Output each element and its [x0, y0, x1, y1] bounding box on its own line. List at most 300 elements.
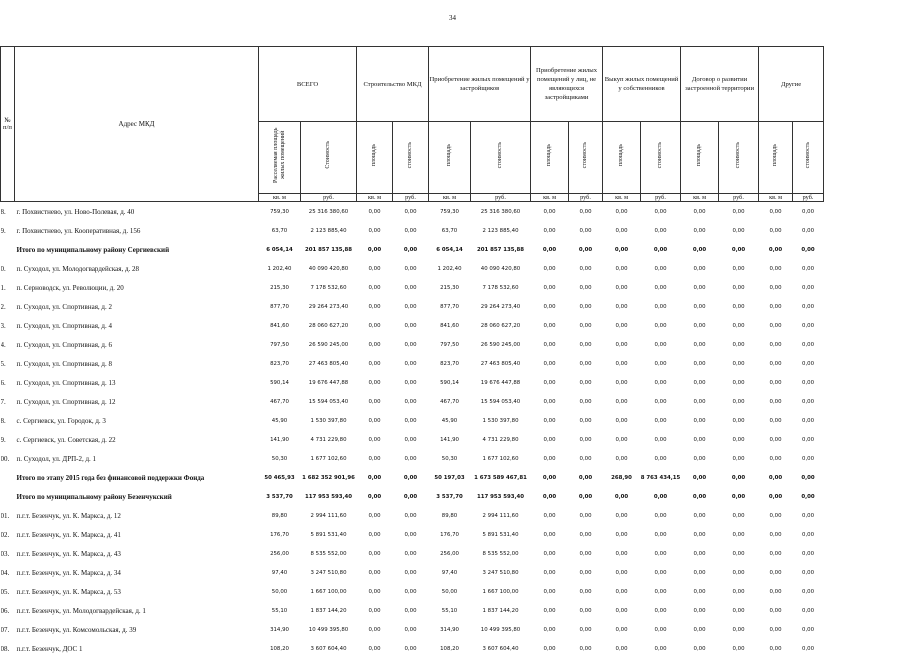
row-address: Итого по муниципальному району Сергиевский	[15, 240, 259, 259]
table-header	[1, 47, 824, 202]
table-row	[1, 221, 824, 240]
row-address: п.г.т. Безенчук, ул. Молодогвардейская, д. 1	[15, 601, 259, 620]
row-value: 28 060 627,20	[471, 316, 531, 335]
row-value: 0,00	[759, 430, 793, 449]
row-number: 04.	[1, 563, 15, 582]
row-value: 0,00	[681, 373, 719, 392]
row-value: 0,00	[393, 392, 429, 411]
column-group-header: Выкуп жилых помещений у собственников	[603, 47, 681, 122]
row-address: п. Суходол, ул. Спортивная, д. 4	[15, 316, 259, 335]
row-value: 7 178 532,60	[301, 278, 357, 297]
row-value: 19 676 447,88	[301, 373, 357, 392]
row-value: 590,14	[259, 373, 301, 392]
row-number: 05.	[1, 582, 15, 601]
row-value: 2 994 111,60	[471, 506, 531, 525]
row-value: 0,00	[393, 487, 429, 506]
column-subheader	[301, 122, 357, 194]
column-header-number: № п/п	[1, 47, 15, 202]
row-value: 0,00	[357, 335, 393, 354]
unit-label: кв. м	[429, 194, 471, 202]
row-address: п. Суходол, ул. Молодогвардейская, д. 28	[15, 259, 259, 278]
row-value: 0,00	[357, 221, 393, 240]
row-value: 0,00	[531, 221, 569, 240]
table-row	[1, 506, 824, 525]
row-value: 0,00	[603, 620, 641, 639]
row-value: 0,00	[603, 525, 641, 544]
row-value: 0,00	[569, 297, 603, 316]
total-row	[1, 468, 824, 487]
unit-label: руб.	[393, 194, 429, 202]
row-value: 0,00	[569, 620, 603, 639]
row-value: 256,00	[259, 544, 301, 563]
row-value: 0,00	[759, 202, 793, 222]
row-value: 0,00	[531, 354, 569, 373]
table-row	[1, 639, 824, 658]
row-value: 1 837 144,20	[471, 601, 531, 620]
row-value: 0,00	[603, 392, 641, 411]
row-value: 0,00	[719, 487, 759, 506]
row-value: 0,00	[719, 202, 759, 222]
row-value: 0,00	[569, 487, 603, 506]
row-value: 0,00	[603, 449, 641, 468]
row-value: 797,50	[429, 335, 471, 354]
row-value: 0,00	[793, 297, 824, 316]
row-value: 0,00	[681, 506, 719, 525]
row-value: 0,00	[531, 468, 569, 487]
row-value: 55,10	[429, 601, 471, 620]
row-value: 877,70	[259, 297, 301, 316]
row-value: 0,00	[603, 487, 641, 506]
row-value: 1 673 589 467,81	[471, 468, 531, 487]
row-value: 0,00	[719, 221, 759, 240]
row-value: 0,00	[357, 639, 393, 658]
row-value: 0,00	[719, 639, 759, 658]
row-number: 7.	[1, 392, 15, 411]
row-value: 0,00	[759, 449, 793, 468]
row-value: 314,90	[429, 620, 471, 639]
row-value: 0,00	[681, 316, 719, 335]
column-group-header: ВСЕГО	[259, 47, 357, 122]
row-value: 0,00	[641, 202, 681, 222]
column-subheader-label: Расселяемая площадь жилых помещений	[273, 122, 287, 188]
column-subheader	[641, 122, 681, 194]
row-value: 0,00	[393, 601, 429, 620]
row-value: 0,00	[759, 221, 793, 240]
row-number: 07.	[1, 620, 15, 639]
row-value: 0,00	[681, 354, 719, 373]
row-value: 29 264 273,40	[301, 297, 357, 316]
row-value: 0,00	[793, 544, 824, 563]
row-number: 9.	[1, 221, 15, 240]
row-value: 26 590 245,00	[471, 335, 531, 354]
row-address: п. Суходол, ул. ДРП-2, д. 1	[15, 449, 259, 468]
row-value: 0,00	[681, 620, 719, 639]
row-value: 0,00	[569, 639, 603, 658]
row-value: 0,00	[569, 373, 603, 392]
row-value: 0,00	[759, 601, 793, 620]
row-value: 0,00	[603, 582, 641, 601]
row-value: 2 123 885,40	[301, 221, 357, 240]
row-value: 0,00	[569, 335, 603, 354]
row-number: 9.	[1, 430, 15, 449]
row-value: 0,00	[393, 354, 429, 373]
row-value: 0,00	[719, 335, 759, 354]
row-value: 0,00	[393, 411, 429, 430]
row-value: 0,00	[531, 620, 569, 639]
row-value: 797,50	[259, 335, 301, 354]
row-value: 0,00	[793, 335, 824, 354]
row-value: 50 197,03	[429, 468, 471, 487]
row-address: п.г.т. Безенчук, ул. К. Маркса, д. 12	[15, 506, 259, 525]
row-value: 0,00	[719, 259, 759, 278]
row-value: 0,00	[641, 601, 681, 620]
row-address: Итого по этапу 2015 года без финансовой поддержки Фонда	[15, 468, 259, 487]
row-address: г. Похвистнево, ул. Ново-Полевая, д. 40	[15, 202, 259, 222]
row-value: 0,00	[681, 582, 719, 601]
row-value: 0,00	[759, 506, 793, 525]
row-number: 01.	[1, 506, 15, 525]
row-value: 0,00	[793, 430, 824, 449]
row-value: 0,00	[681, 449, 719, 468]
row-value: 0,00	[569, 202, 603, 222]
row-number	[1, 487, 15, 506]
row-value: 0,00	[681, 411, 719, 430]
row-value: 0,00	[641, 259, 681, 278]
row-value: 0,00	[641, 335, 681, 354]
row-value: 8 535 552,00	[471, 544, 531, 563]
row-value: 0,00	[681, 202, 719, 222]
row-value: 0,00	[641, 221, 681, 240]
row-value: 0,00	[569, 544, 603, 563]
row-value: 0,00	[603, 297, 641, 316]
row-value: 0,00	[531, 582, 569, 601]
row-address: п.г.т. Безенчук, ул. К. Маркса, д. 34	[15, 563, 259, 582]
row-value: 0,00	[681, 639, 719, 658]
row-value: 0,00	[531, 240, 569, 259]
row-value: 0,00	[569, 525, 603, 544]
column-subheader-label: Стоимость	[325, 141, 332, 169]
row-value: 0,00	[793, 639, 824, 658]
row-value: 0,00	[793, 468, 824, 487]
row-value: 0,00	[357, 316, 393, 335]
table-row	[1, 620, 824, 639]
row-value: 0,00	[793, 487, 824, 506]
column-subheader	[357, 122, 393, 194]
row-value: 0,00	[641, 506, 681, 525]
row-value: 108,20	[259, 639, 301, 658]
row-value: 3 247 510,80	[301, 563, 357, 582]
unit-label: руб.	[641, 194, 681, 202]
row-value: 0,00	[759, 525, 793, 544]
row-value: 141,90	[429, 430, 471, 449]
row-value: 0,00	[357, 506, 393, 525]
unit-label: кв. м	[531, 194, 569, 202]
page-number: 34	[0, 14, 905, 22]
row-value: 50,00	[429, 582, 471, 601]
row-value: 0,00	[393, 259, 429, 278]
row-value: 25 316 380,60	[301, 202, 357, 222]
resettlement-table	[0, 46, 824, 658]
row-value: 0,00	[569, 221, 603, 240]
row-address: с. Сергиевск, ул. Советская, д. 22	[15, 430, 259, 449]
row-value: 141,90	[259, 430, 301, 449]
row-value: 0,00	[393, 449, 429, 468]
row-value: 0,00	[719, 240, 759, 259]
row-value: 0,00	[641, 449, 681, 468]
row-value: 0,00	[759, 544, 793, 563]
row-value: 3 607 604,40	[471, 639, 531, 658]
row-value: 877,70	[429, 297, 471, 316]
row-value: 0,00	[531, 297, 569, 316]
row-address: п.г.т. Безенчук, ДОС 1	[15, 639, 259, 658]
row-value: 0,00	[759, 259, 793, 278]
column-subheader-label: площадь	[772, 144, 779, 166]
row-value: 0,00	[793, 259, 824, 278]
row-value: 0,00	[603, 335, 641, 354]
row-value: 0,00	[531, 449, 569, 468]
row-value: 1 682 352 901,96	[301, 468, 357, 487]
row-value: 0,00	[569, 506, 603, 525]
row-value: 0,00	[393, 278, 429, 297]
row-value: 0,00	[793, 506, 824, 525]
row-value: 0,00	[357, 392, 393, 411]
row-value: 0,00	[569, 563, 603, 582]
row-value: 590,14	[429, 373, 471, 392]
row-value: 1 677 102,60	[471, 449, 531, 468]
row-address: п. Суходол, ул. Спортивная, д. 13	[15, 373, 259, 392]
column-header-address: Адрес МКД	[15, 47, 259, 202]
row-value: 0,00	[759, 639, 793, 658]
table-row	[1, 411, 824, 430]
column-subheader-label: стоимость	[582, 142, 589, 168]
row-value: 0,00	[569, 411, 603, 430]
row-value: 0,00	[393, 335, 429, 354]
row-value: 823,70	[429, 354, 471, 373]
row-value: 0,00	[681, 430, 719, 449]
row-address: п. Серноводск, ул. Революции, д. 20	[15, 278, 259, 297]
column-subheader	[471, 122, 531, 194]
row-value: 759,30	[429, 202, 471, 222]
row-value: 0,00	[681, 259, 719, 278]
row-value: 8 535 552,00	[301, 544, 357, 563]
row-value: 0,00	[641, 354, 681, 373]
row-value: 0,00	[393, 297, 429, 316]
row-value: 0,00	[357, 468, 393, 487]
row-value: 6 054,14	[429, 240, 471, 259]
column-subheader-label: площадь	[446, 144, 453, 166]
row-value: 0,00	[393, 525, 429, 544]
row-value: 0,00	[531, 430, 569, 449]
row-value: 0,00	[393, 430, 429, 449]
row-value: 0,00	[357, 278, 393, 297]
row-value: 0,00	[569, 468, 603, 487]
row-value: 0,00	[357, 411, 393, 430]
row-value: 0,00	[357, 373, 393, 392]
row-value: 841,60	[429, 316, 471, 335]
row-value: 0,00	[531, 392, 569, 411]
row-value: 0,00	[641, 639, 681, 658]
row-value: 0,00	[641, 392, 681, 411]
row-value: 0,00	[603, 411, 641, 430]
row-value: 0,00	[793, 563, 824, 582]
row-value: 0,00	[569, 392, 603, 411]
column-subheader	[569, 122, 603, 194]
row-value: 0,00	[681, 563, 719, 582]
row-value: 0,00	[531, 601, 569, 620]
row-value: 0,00	[357, 620, 393, 639]
row-value: 0,00	[569, 430, 603, 449]
row-value: 0,00	[681, 297, 719, 316]
row-value: 117 953 593,40	[471, 487, 531, 506]
row-value: 0,00	[531, 506, 569, 525]
row-number: 06.	[1, 601, 15, 620]
row-value: 0,00	[759, 240, 793, 259]
row-value: 0,00	[641, 430, 681, 449]
row-value: 5 891 531,40	[301, 525, 357, 544]
row-value: 0,00	[759, 487, 793, 506]
column-subheader-label: стоимость	[407, 142, 414, 168]
table-row	[1, 297, 824, 316]
row-value: 4 731 229,80	[471, 430, 531, 449]
row-value: 0,00	[641, 373, 681, 392]
row-value: 176,70	[259, 525, 301, 544]
row-value: 0,00	[719, 411, 759, 430]
column-subheader-label: площадь	[696, 144, 703, 166]
row-value: 27 463 805,40	[471, 354, 531, 373]
row-value: 0,00	[681, 525, 719, 544]
row-value: 0,00	[569, 316, 603, 335]
row-value: 0,00	[357, 544, 393, 563]
row-value: 0,00	[641, 582, 681, 601]
row-value: 0,00	[603, 202, 641, 222]
row-value: 0,00	[719, 582, 759, 601]
table-row	[1, 335, 824, 354]
unit-label: кв. м	[603, 194, 641, 202]
row-value: 0,00	[681, 544, 719, 563]
row-value: 89,80	[429, 506, 471, 525]
row-number: 6.	[1, 373, 15, 392]
row-value: 0,00	[357, 525, 393, 544]
row-value: 0,00	[569, 354, 603, 373]
row-value: 0,00	[793, 316, 824, 335]
table-row	[1, 278, 824, 297]
row-value: 0,00	[681, 278, 719, 297]
row-value: 0,00	[357, 582, 393, 601]
row-value: 0,00	[569, 278, 603, 297]
row-address: п. Суходол, ул. Спортивная, д. 2	[15, 297, 259, 316]
column-group-header: Приобретение жилых помещений у лиц, не являющихся застройщиками	[531, 47, 603, 122]
row-value: 0,00	[793, 620, 824, 639]
row-value: 26 590 245,00	[301, 335, 357, 354]
row-value: 3 537,70	[259, 487, 301, 506]
row-value: 0,00	[759, 563, 793, 582]
row-value: 0,00	[681, 601, 719, 620]
row-value: 28 060 627,20	[301, 316, 357, 335]
row-value: 0,00	[681, 468, 719, 487]
row-value: 0,00	[759, 620, 793, 639]
row-value: 841,60	[259, 316, 301, 335]
row-value: 0,00	[357, 487, 393, 506]
row-value: 0,00	[531, 544, 569, 563]
row-value: 1 202,40	[259, 259, 301, 278]
row-value: 176,70	[429, 525, 471, 544]
row-value: 0,00	[641, 620, 681, 639]
row-value: 50,00	[259, 582, 301, 601]
row-value: 0,00	[393, 373, 429, 392]
row-value: 50,30	[429, 449, 471, 468]
row-value: 314,90	[259, 620, 301, 639]
table-row	[1, 430, 824, 449]
row-value: 10 499 395,80	[301, 620, 357, 639]
row-value: 50 465,93	[259, 468, 301, 487]
row-value: 0,00	[719, 297, 759, 316]
row-value: 0,00	[641, 487, 681, 506]
row-value: 0,00	[393, 620, 429, 639]
row-value: 117 953 593,40	[301, 487, 357, 506]
row-value: 0,00	[603, 259, 641, 278]
row-value: 0,00	[759, 335, 793, 354]
row-value: 0,00	[393, 506, 429, 525]
row-number: 8.	[1, 411, 15, 430]
row-number: 08.	[1, 639, 15, 658]
row-value: 0,00	[393, 563, 429, 582]
row-value: 0,00	[603, 278, 641, 297]
row-value: 0,00	[603, 354, 641, 373]
row-value: 0,00	[569, 240, 603, 259]
row-value: 215,30	[259, 278, 301, 297]
row-address: п.г.т. Безенчук, ул. К. Маркса, д. 41	[15, 525, 259, 544]
row-value: 0,00	[357, 430, 393, 449]
row-value: 25 316 380,60	[471, 202, 531, 222]
row-value: 0,00	[603, 506, 641, 525]
row-value: 0,00	[357, 202, 393, 222]
row-value: 0,00	[641, 240, 681, 259]
row-value: 0,00	[393, 468, 429, 487]
table-row	[1, 316, 824, 335]
row-number: 5.	[1, 354, 15, 373]
row-value: 1 667 100,00	[301, 582, 357, 601]
row-value: 29 264 273,40	[471, 297, 531, 316]
row-value: 0,00	[681, 221, 719, 240]
row-value: 1 530 397,80	[301, 411, 357, 430]
row-value: 201 857 135,88	[471, 240, 531, 259]
row-value: 215,30	[429, 278, 471, 297]
column-subheader	[759, 122, 793, 194]
row-value: 15 594 053,40	[471, 392, 531, 411]
column-subheader	[603, 122, 641, 194]
row-value: 0,00	[393, 582, 429, 601]
column-subheader-label: площадь	[371, 144, 378, 166]
row-value: 0,00	[759, 373, 793, 392]
row-value: 0,00	[793, 525, 824, 544]
row-value: 0,00	[719, 430, 759, 449]
row-value: 0,00	[681, 487, 719, 506]
row-value: 0,00	[793, 202, 824, 222]
row-number: 0.	[1, 259, 15, 278]
row-value: 0,00	[793, 582, 824, 601]
row-value: 15 594 053,40	[301, 392, 357, 411]
total-row	[1, 240, 824, 259]
row-value: 0,00	[531, 259, 569, 278]
row-number: 2.	[1, 297, 15, 316]
row-number	[1, 468, 15, 487]
row-value: 0,00	[759, 297, 793, 316]
row-value: 0,00	[357, 563, 393, 582]
row-value: 2 994 111,60	[301, 506, 357, 525]
row-value: 0,00	[759, 411, 793, 430]
row-value: 0,00	[603, 430, 641, 449]
row-value: 0,00	[719, 316, 759, 335]
